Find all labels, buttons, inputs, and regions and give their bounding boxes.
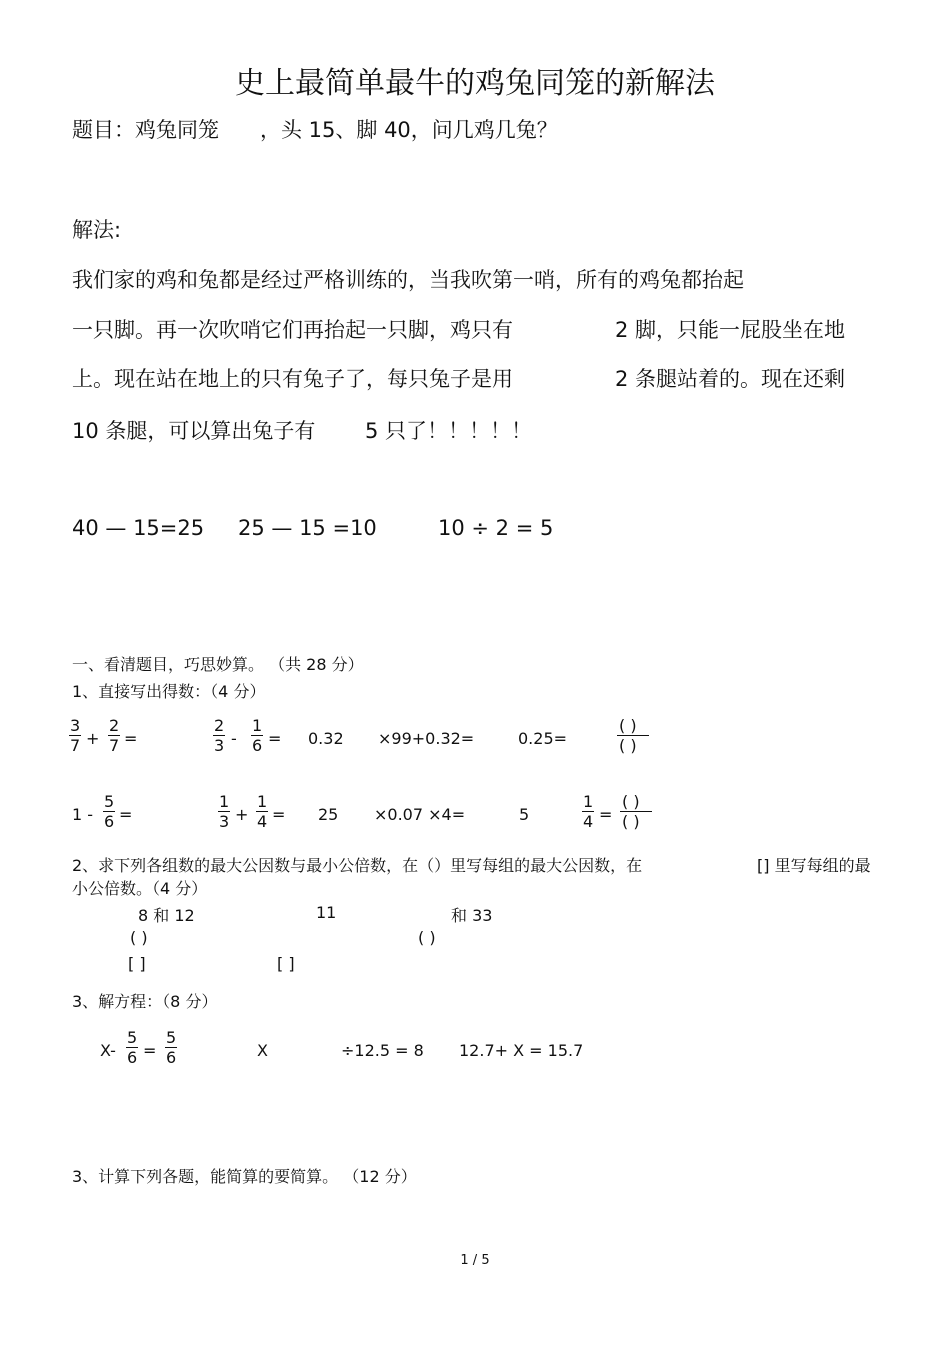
question-2-line-2: 小公倍数。（4 分） bbox=[72, 879, 208, 898]
numerator: 2 bbox=[109, 716, 120, 735]
fraction-5-6 bbox=[165, 1028, 177, 1067]
question-4-header: 3、计算下列各题，能简算的要简算。 （12 分） bbox=[72, 1167, 417, 1186]
equals-sign: = bbox=[272, 805, 286, 824]
expr-number: 25 bbox=[318, 805, 339, 824]
solution-line-1: 我们家的鸡和兔都是经过严格训练的，当我吹第一哨，所有的鸡兔都抬起 bbox=[72, 268, 744, 292]
numerator: 5 bbox=[127, 1028, 138, 1047]
solution-line-2a: 一只脚。再一次吹哨它们再抬起一只脚，鸡只有 bbox=[72, 318, 513, 342]
denominator-blank: ( ) bbox=[619, 736, 637, 755]
fraction-2-3 bbox=[213, 716, 225, 755]
numerator: 3 bbox=[70, 716, 81, 735]
gcd-blank-2: ( ) bbox=[418, 928, 436, 947]
number-group-2: 11 bbox=[316, 903, 337, 922]
plus-sign: + bbox=[235, 805, 249, 824]
equals-sign: = bbox=[119, 805, 133, 824]
equals-sign: = bbox=[143, 1041, 157, 1060]
numerator: 5 bbox=[166, 1028, 177, 1047]
gcd-blank-1: ( ) bbox=[130, 928, 148, 947]
page-title: 史上最简单最牛的鸡兔同笼的新解法 bbox=[235, 66, 715, 101]
equals-sign: = bbox=[268, 729, 282, 748]
numerator: 1 bbox=[257, 792, 268, 811]
expr-operation: ×99+0.32= bbox=[378, 729, 475, 748]
denominator: 6 bbox=[252, 736, 263, 755]
denominator: 7 bbox=[70, 736, 81, 755]
solution-line-2b: 2 脚，只能一屁股坐在地 bbox=[615, 318, 846, 342]
section-1-header: 一、看清题目，巧思妙算。 （共 28 分） bbox=[72, 655, 364, 674]
equation-expression: 12.7+ X = 15.7 bbox=[459, 1041, 584, 1060]
equation-variable: X bbox=[257, 1041, 268, 1060]
question-2-line-1: 2、求下列各组数的最大公因数与最小公倍数，在（）里写每组的最大公因数，在 bbox=[72, 856, 643, 875]
numerator-blank: ( ) bbox=[620, 792, 652, 812]
number-group-1: 8 和 12 bbox=[138, 906, 195, 925]
equals-sign: = bbox=[599, 805, 613, 824]
denominator: 7 bbox=[109, 736, 120, 755]
calc-step-3: 10 ÷ 2 = 5 bbox=[438, 516, 554, 540]
expr-operation: ×0.07 ×4= bbox=[374, 805, 466, 824]
solution-label: 解法: bbox=[72, 218, 122, 242]
denominator: 6 bbox=[104, 812, 115, 831]
numerator-blank: ( ) bbox=[617, 716, 649, 736]
equals-sign: = bbox=[124, 729, 138, 748]
fraction-5-6 bbox=[126, 1028, 138, 1067]
question-2-line-1-end: [] 里写每组的最 bbox=[757, 856, 871, 875]
calc-step-1: 40 — 15=25 bbox=[72, 516, 205, 540]
solution-line-4b: 5 只了！！！！！ bbox=[365, 419, 533, 443]
fraction-1-4 bbox=[256, 792, 268, 831]
fraction-1-6 bbox=[251, 716, 263, 755]
denominator: 6 bbox=[127, 1048, 138, 1067]
fraction-1-3 bbox=[218, 792, 230, 831]
numerator: 1 bbox=[583, 792, 594, 811]
fraction-5-6 bbox=[103, 792, 115, 831]
equation-expression: ÷12.5 = 8 bbox=[341, 1041, 424, 1060]
problem-text-a: 题目：鸡兔同笼 bbox=[72, 118, 219, 142]
fraction-1-4 bbox=[582, 792, 594, 831]
solution-line-3b: 2 条腿站着的。现在还剩 bbox=[615, 367, 846, 391]
denominator: 6 bbox=[166, 1048, 177, 1067]
plus-sign: + bbox=[86, 729, 100, 748]
expr-number: 0.32 bbox=[308, 729, 344, 748]
equation-variable: X- bbox=[100, 1041, 116, 1060]
fraction-3-7 bbox=[69, 716, 81, 755]
page-number: 1 / 5 bbox=[460, 1253, 490, 1268]
numerator: 2 bbox=[214, 716, 225, 735]
numerator: 1 bbox=[252, 716, 263, 735]
minus-sign: - bbox=[231, 729, 237, 748]
number-group-3: 和 33 bbox=[451, 906, 493, 925]
denominator: 3 bbox=[214, 736, 225, 755]
fraction-2-7 bbox=[108, 716, 120, 755]
calc-step-2: 25 — 15 =10 bbox=[238, 516, 377, 540]
expr-number: 1 - bbox=[72, 805, 94, 824]
problem-text-b: ，头 15、脚 40，问几鸡几兔？ bbox=[260, 118, 558, 142]
question-1-header: 1、直接写出得数：（4 分） bbox=[72, 682, 266, 701]
denominator: 4 bbox=[583, 812, 594, 831]
question-3-header: 3、解方程：（8 分） bbox=[72, 992, 218, 1011]
numerator: 1 bbox=[219, 792, 230, 811]
numerator: 5 bbox=[104, 792, 115, 811]
expr-number: 5 bbox=[519, 805, 530, 824]
denominator: 3 bbox=[219, 812, 230, 831]
solution-line-3a: 上。现在站在地上的只有兔子了，每只兔子是用 bbox=[72, 367, 513, 391]
lcm-blank-2: [ ] bbox=[277, 954, 295, 973]
solution-line-4a: 10 条腿，可以算出兔子有 bbox=[72, 419, 316, 443]
answer-blank-fraction bbox=[620, 792, 652, 831]
answer-blank-fraction bbox=[617, 716, 649, 755]
denominator: 4 bbox=[257, 812, 268, 831]
lcm-blank-1: [ ] bbox=[128, 954, 146, 973]
denominator-blank: ( ) bbox=[622, 812, 640, 831]
expr-number: 0.25= bbox=[518, 729, 568, 748]
